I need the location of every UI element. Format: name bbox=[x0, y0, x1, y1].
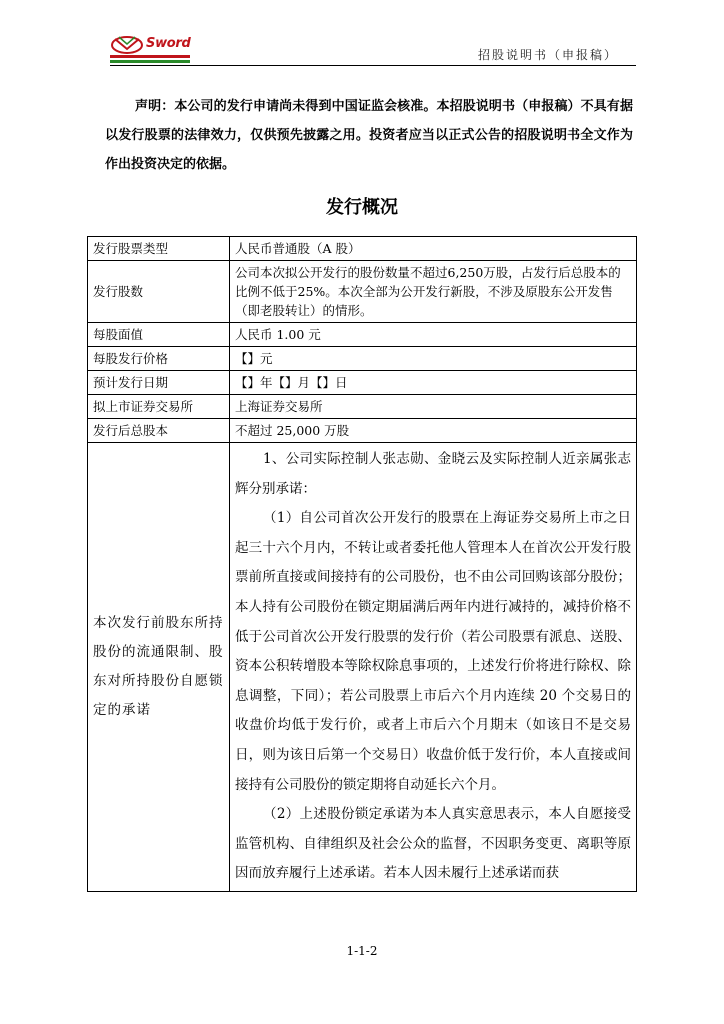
row-label: 每股面值 bbox=[88, 323, 230, 347]
table-row-lockup bbox=[88, 443, 637, 892]
table-row bbox=[88, 261, 637, 323]
row-label: 发行股票类型 bbox=[88, 237, 230, 261]
row-value: 【】元 bbox=[230, 347, 637, 371]
row-value: 上海证券交易所 bbox=[230, 395, 637, 419]
header-divider bbox=[110, 65, 636, 66]
table-row bbox=[88, 395, 637, 419]
row-label: 本次发行前股东所持股份的流通限制、股东对所持股份自愿锁定的承诺 bbox=[88, 443, 230, 892]
row-value: 【】年【】月【】日 bbox=[230, 371, 637, 395]
row-label: 发行股数 bbox=[88, 261, 230, 323]
logo-brand-text: Sword bbox=[146, 36, 191, 51]
table-row bbox=[88, 371, 637, 395]
row-label: 每股发行价格 bbox=[88, 347, 230, 371]
row-value: 不超过 25,000 万股 bbox=[230, 419, 637, 443]
row-label: 预计发行日期 bbox=[88, 371, 230, 395]
row-value: 人民币 1.00 元 bbox=[230, 323, 637, 347]
disclaimer-statement: 声明：本公司的发行申请尚未得到中国证监会核准。本招股说明书（申报稿）不具有据以发行股票的法律效力，仅供预先披露之用。投资者应当以正式公告的招股说明书全文作为作出投资决定的依据。 bbox=[105, 99, 633, 172]
commitment-paragraph: （2）上述股份锁定承诺为本人真实意思表示，本人自愿接受监管机构、自律组织及社会公众的监督，不因职务变更、离职等原因而放弃履行上述承诺。若本人因未履行上述承诺而获 bbox=[235, 806, 631, 882]
row-label: 拟上市证券交易所 bbox=[88, 395, 230, 419]
logo-bar-red bbox=[110, 55, 190, 58]
table-row bbox=[88, 347, 637, 371]
commitment-paragraph: （1）自公司首次公开发行的股票在上海证券交易所上市之日起三十六个月内，不转让或者委托他人管理本人在首次公开发行股票前所直接或间接持有的公司股份，也不由公司回购该部分股份；本人持有公司股份在锁定期届满后两年内进行减持的，减持价格不低于公司首次公开发行股票的发行价（若公司股票有派息、送股、资本公积转增股本等除权除息事项的，上述发行价将进行除权、除息调整，下同）；若公司股票上市后六个月内连续 20 个交易日的收盘价均低于发行价，或者上市后六个月期末（如该日不是交易日，则为该日后第一个交易日）收盘价低于发行价，本人直接或间接持有公司股份的锁定期将自动延长六个月。 bbox=[235, 510, 631, 793]
logo-bar-green bbox=[110, 60, 190, 63]
header-title: 招股说明书（申报稿） bbox=[477, 48, 618, 62]
row-value: 公司本次拟公开发行的股份数量不超过6,250万股，占发行后总股本的比例不低于25%。本次全部为公开发行新股，不涉及原股东公开发售（即老股转让）的情形。 bbox=[230, 261, 637, 323]
offering-overview-table bbox=[87, 236, 637, 892]
row-label: 发行后总股本 bbox=[88, 419, 230, 443]
page-number: 1-1-2 bbox=[346, 944, 378, 958]
table-row bbox=[88, 419, 637, 443]
section-title: 发行概况 bbox=[326, 197, 398, 218]
commitment-paragraph: 1、公司实际控制人张志勋、金晓云及实际控制人近亲属张志辉分别承诺： bbox=[235, 451, 631, 497]
table-row bbox=[88, 323, 637, 347]
table-row bbox=[88, 237, 637, 261]
sword-logo bbox=[110, 33, 190, 67]
logo-emblem-icon bbox=[110, 33, 144, 55]
row-value: 人民币普通股（A 股） bbox=[230, 237, 637, 261]
lockup-commitment bbox=[230, 443, 637, 892]
